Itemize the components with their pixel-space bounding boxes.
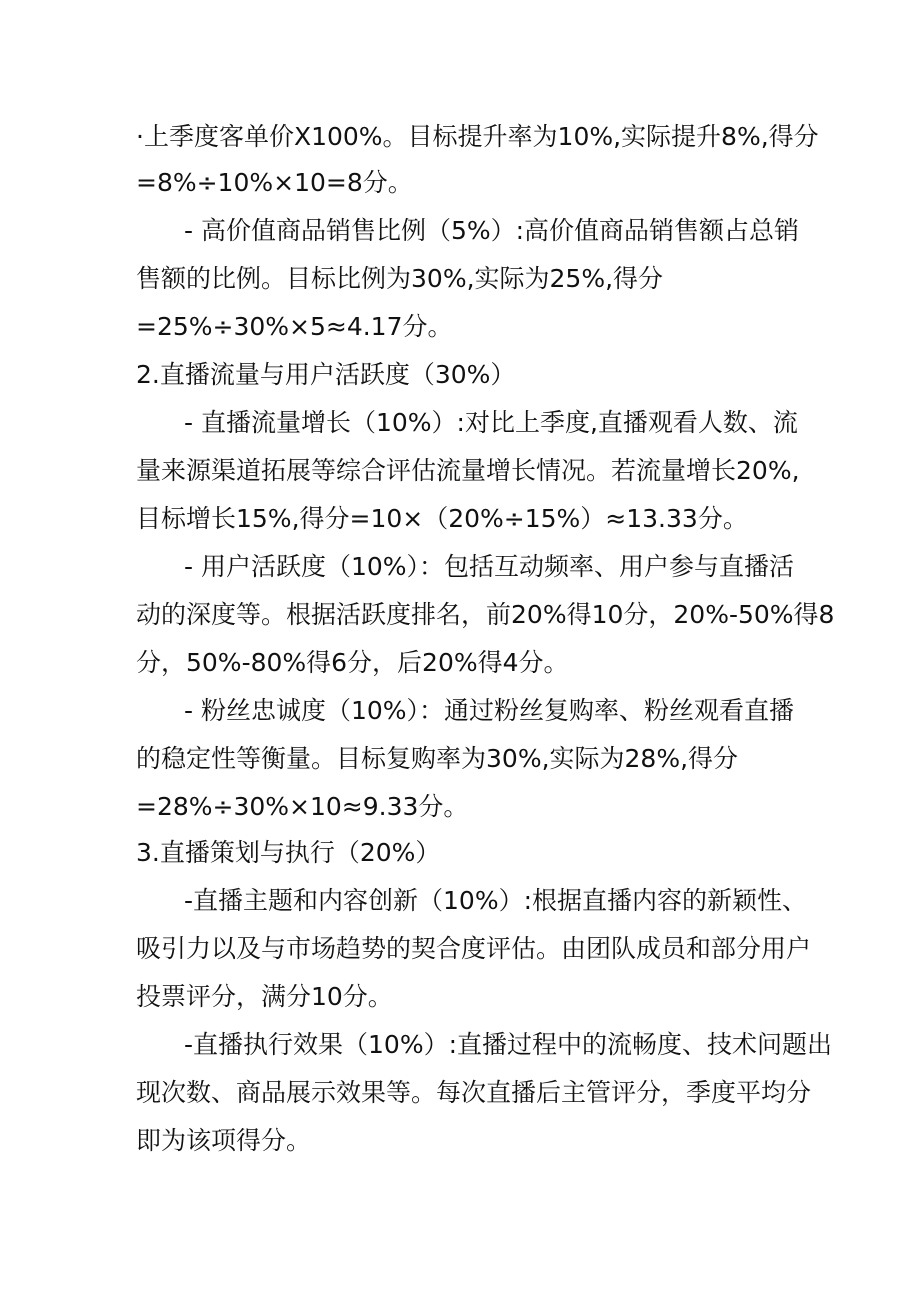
- text-line-21: 现次数、商品展示效果等。每次直播后主管评分，季度平均分: [136, 1078, 812, 1107]
- text-line-18: 吸引力以及与市场趋势的契合度评估。由团队成员和部分用户: [136, 934, 812, 963]
- text-line-12: 分，50%-80%得6分，后20%得4分。: [136, 648, 569, 677]
- text-line-17: -直播主题和内容创新（10%）:根据直播内容的新颖性、: [184, 886, 808, 915]
- text-line-7: - 直播流量增长（10%）:对比上季度,直播观看人数、流: [184, 408, 798, 437]
- text-line-8: 量来源渠道拓展等综合评估流量增长情况。若流量增长20%,: [136, 456, 800, 485]
- text-line-15: =28%÷30%×10≈9.33分。: [136, 792, 469, 821]
- text-line-19: 投票评分，满分10分。: [136, 982, 393, 1011]
- section-heading-2: 2.直播流量与用户活跃度（30%）: [136, 360, 516, 389]
- text-line-13: - 粉丝忠诚度（10%）：通过粉丝复购率、粉丝观看直播: [184, 696, 795, 725]
- section-heading-3: 3.直播策划与执行（20%）: [136, 838, 441, 867]
- text-line-20: -直播执行效果（10%）:直播过程中的流畅度、技术问题出: [184, 1030, 833, 1059]
- text-line-14: 的稳定性等衡量。目标复购率为30%,实际为28%,得分: [136, 744, 739, 773]
- text-line-2: =8%÷10%×10=8分。: [136, 168, 413, 197]
- text-line-11: 动的深度等。根据活跃度排名，前20%得10分，20%-50%得8: [136, 600, 835, 629]
- text-line-3: - 高价值商品销售比例（5%）:高价值商品销售额占总销: [184, 216, 800, 245]
- text-line-1: ·上季度客单价X100%。目标提升率为10%,实际提升8%,得分: [136, 122, 819, 151]
- text-line-10: - 用户活跃度（10%）：包括互动频率、用户参与直播活: [184, 552, 795, 581]
- text-line-9: 目标增长15%,得分=10×（20%÷15%）≈13.33分。: [136, 504, 748, 533]
- text-line-5: =25%÷30%×5≈4.17分。: [136, 312, 453, 341]
- text-line-22: 即为该项得分。: [136, 1126, 312, 1155]
- text-line-4: 售额的比例。目标比例为30%,实际为25%,得分: [136, 264, 664, 293]
